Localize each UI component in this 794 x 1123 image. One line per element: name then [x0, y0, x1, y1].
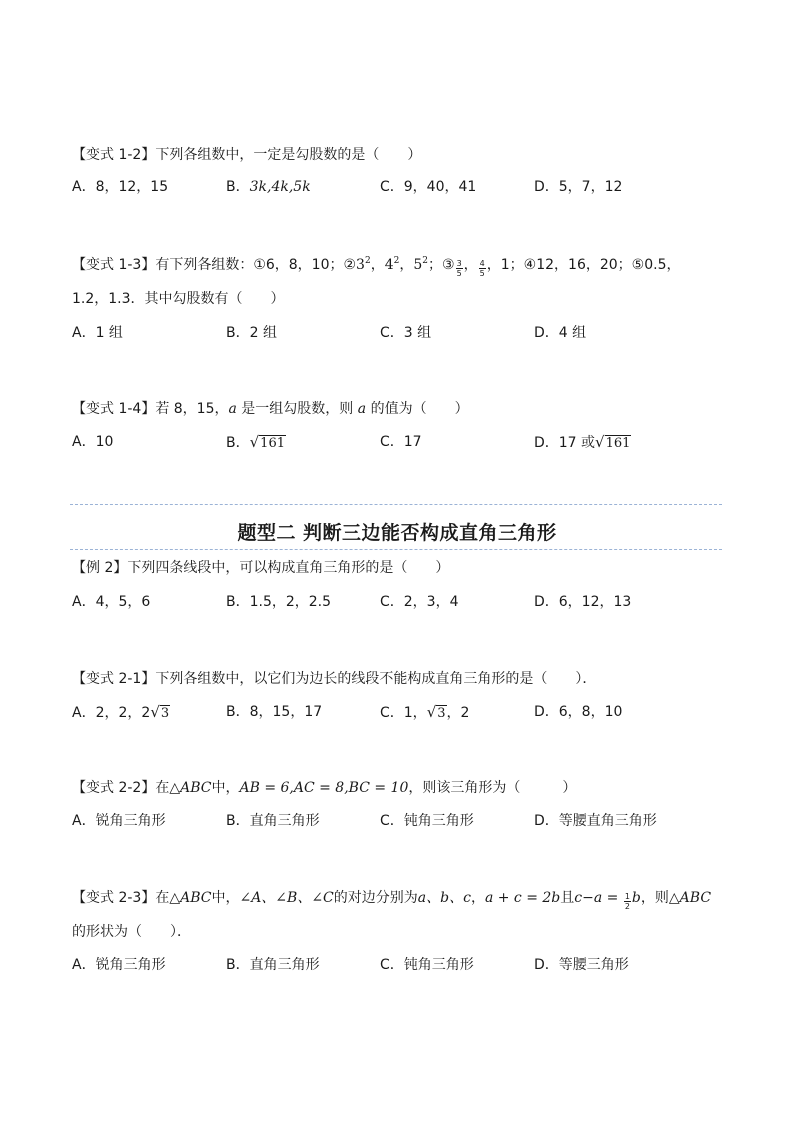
option-d[interactable]: D．等腰三角形 [534, 957, 629, 973]
equation-2: c−a = [574, 890, 623, 906]
option-label: D．17 或 [534, 435, 596, 451]
stem-text: 【变式 1-3】有下列各组数：①6，8，10；② [72, 257, 357, 273]
option-b[interactable]: B．直角三角形 [226, 813, 320, 829]
option-label: B． [226, 435, 250, 451]
option-d[interactable]: D．6，8，10 [534, 704, 623, 720]
stem-text: 【变式 2-2】在 [72, 780, 170, 796]
fraction-one-half: $\frac{1}{2}$ [624, 892, 630, 911]
stem-text: 中， [211, 890, 240, 906]
question-1-3-stem [72, 256, 680, 278]
sep: ， [399, 257, 414, 273]
option-d[interactable]: D．等腰直角三角形 [534, 813, 657, 829]
sqrt-161: √161 [595, 433, 631, 451]
option-label: A．2，2，2 [72, 705, 151, 721]
option-a[interactable]: A．4，5，6 [72, 594, 151, 610]
stem-text: ，则该三角形为（ ） [408, 780, 577, 796]
option-text: ，2 [446, 705, 470, 721]
var-a: a [357, 401, 367, 417]
stem-text: 的对边分别为 [333, 890, 418, 906]
stem-text: 中， [211, 780, 240, 796]
option-label: C．1， [380, 705, 427, 721]
option-b[interactable] [226, 433, 286, 453]
stem-text: 的值为（ ） [366, 401, 469, 417]
math-expression: 3k,4k,5k [249, 179, 311, 195]
option-b[interactable]: B．2 组 [226, 325, 277, 341]
option-c[interactable]: C．钝角三角形 [380, 813, 474, 829]
question-2-3-stem-line2: 的形状为（ ）． [72, 924, 191, 940]
option-d[interactable] [534, 433, 631, 453]
triangle-abc: △ABC [668, 890, 712, 906]
equation-1: a + c = 2b [484, 890, 561, 906]
question-2-3-stem [72, 889, 711, 911]
sqrt-3: √3 [150, 703, 170, 721]
option-d[interactable]: D．4 组 [534, 325, 587, 341]
option-a[interactable]: A．1 组 [72, 325, 123, 341]
sep: ， [463, 257, 478, 273]
angles: ∠A、∠B、∠C [239, 890, 334, 906]
option-a[interactable]: A．10 [72, 434, 114, 450]
option-b[interactable] [226, 178, 311, 196]
var-b: b [631, 890, 641, 906]
stem-text: 【变式 1-4】若 8，15， [72, 401, 229, 417]
side-conditions: AB = 6,AC = 8,BC = 10 [239, 780, 409, 796]
section-divider-bottom [70, 549, 722, 550]
sep: ， [370, 257, 385, 273]
question-1-2-stem: 【变式 1-2】下列各组数中，一定是勾股数的是（ ） [72, 147, 422, 163]
option-label: B． [226, 179, 250, 195]
option-b[interactable]: B．1.5，2，2.5 [226, 594, 332, 610]
option-b[interactable]: B．8，15，17 [226, 704, 323, 720]
question-1-4-stem [72, 400, 469, 418]
sep: ；③ [428, 257, 455, 273]
stem-text: ， [470, 890, 485, 906]
example-2-stem: 【例 2】下列四条线段中，可以构成直角三角形的是（ ） [72, 560, 450, 576]
option-c[interactable] [380, 703, 469, 723]
fraction-4-5: $\frac{4}{5}$ [479, 259, 485, 278]
option-a[interactable]: A．锐角三角形 [72, 957, 166, 973]
option-a[interactable]: A．8，12，15 [72, 179, 169, 195]
stem-text: 是一组勾股数，则 [236, 401, 358, 417]
stem-text: 且 [560, 890, 575, 906]
option-c[interactable]: C．17 [380, 434, 422, 450]
option-c[interactable]: C．3 组 [380, 325, 432, 341]
sqrt-3: √3 [426, 703, 446, 721]
stem-text: 【变式 2-3】在 [72, 890, 170, 906]
fraction-3-5: $\frac{3}{5}$ [456, 259, 462, 278]
option-a[interactable] [72, 703, 170, 723]
option-c[interactable]: C．9，40，41 [380, 179, 477, 195]
triangle-abc: △ABC [169, 890, 212, 906]
sqrt-161: √161 [249, 433, 285, 451]
option-d[interactable]: D．6，12，13 [534, 594, 632, 610]
question-2-1-stem: 【变式 2-1】下列各组数中，以它们为边长的线段不能构成直角三角形的是（ ）． [72, 671, 597, 687]
sides: a、b、c [417, 890, 471, 906]
section-title: 题型二 判断三边能否构成直角三角形 [237, 522, 557, 544]
power-4: $4^2$ [384, 256, 400, 273]
option-a[interactable]: A．锐角三角形 [72, 813, 166, 829]
question-1-3-stem-line2: 1.2，1.3．其中勾股数有（ ） [72, 291, 285, 307]
power-5: $5^2$ [413, 256, 429, 273]
option-b[interactable]: B．直角三角形 [226, 957, 320, 973]
triangle-abc: △ABC [169, 780, 212, 796]
question-2-2-stem [72, 779, 576, 797]
stem-text: ，则 [640, 890, 669, 906]
var-a: a [228, 401, 237, 417]
power-3: $3^2$ [356, 256, 371, 273]
stem-text: ，1；④12，16，20；⑤0.5， [486, 257, 681, 273]
option-c[interactable]: C．2，3，4 [380, 594, 459, 610]
section-divider-top [70, 504, 722, 505]
option-c[interactable]: C．钝角三角形 [380, 957, 474, 973]
option-d[interactable]: D．5，7，12 [534, 179, 623, 195]
